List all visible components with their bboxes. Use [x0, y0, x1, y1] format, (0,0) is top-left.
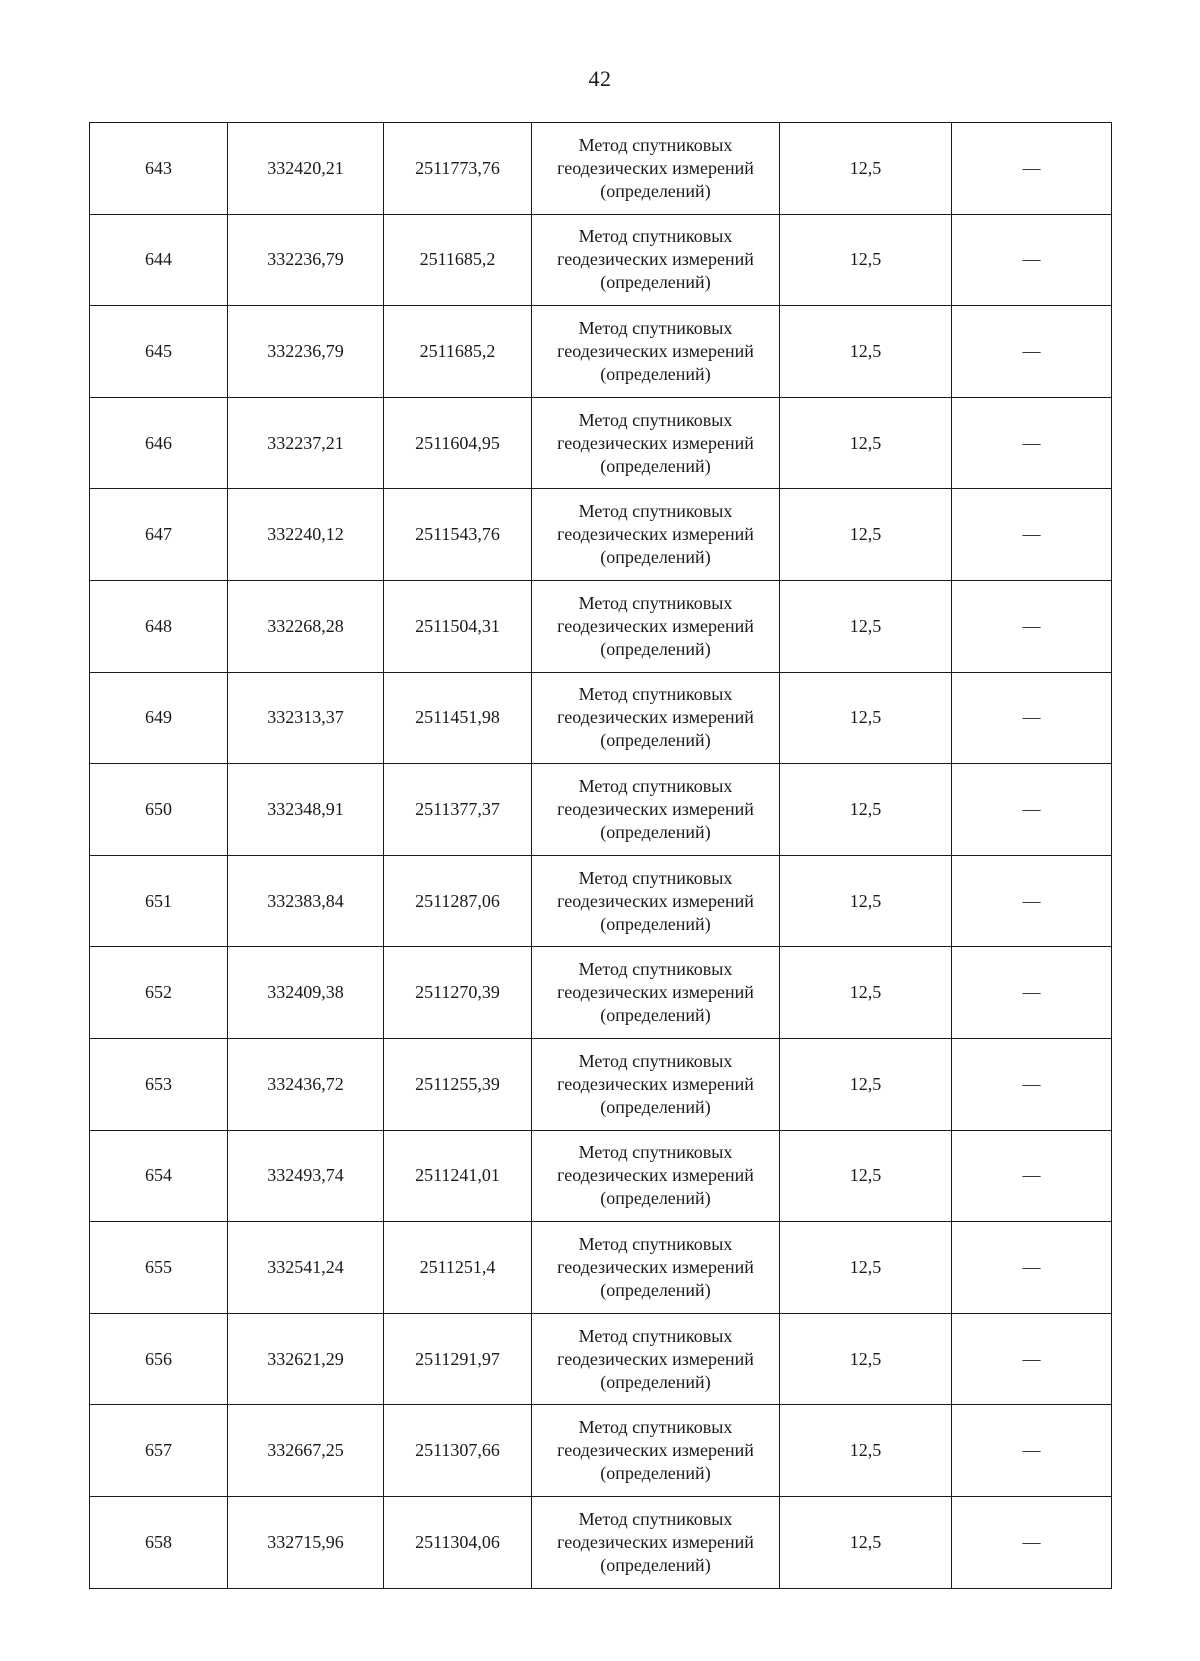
method-cell — [532, 947, 780, 1039]
accuracy-cell: 12,5 — [780, 1222, 952, 1314]
y-coordinate-cell: 2511287,06 — [384, 855, 532, 947]
x-coordinate-cell: 332667,25 — [228, 1405, 384, 1497]
method-line-2: геодезических измерений — [557, 982, 754, 1003]
y-coordinate-cell: 2511291,97 — [384, 1313, 532, 1405]
table-row — [90, 1405, 1112, 1497]
x-coordinate-cell: 332493,74 — [228, 1130, 384, 1222]
description-cell: — — [952, 1405, 1112, 1497]
accuracy-cell: 12,5 — [780, 1313, 952, 1405]
method-line-3: (определений) — [600, 1554, 711, 1575]
table-row — [90, 764, 1112, 856]
point-number-cell: 644 — [90, 214, 228, 306]
table-row — [90, 1222, 1112, 1314]
y-coordinate-cell: 2511304,06 — [384, 1496, 532, 1588]
method-line-2: геодезических измерений — [557, 524, 754, 545]
table-row — [90, 580, 1112, 672]
table-body — [90, 123, 1112, 1589]
method-line-3: (определений) — [600, 363, 711, 384]
x-coordinate-cell: 332409,38 — [228, 947, 384, 1039]
method-cell — [532, 1313, 780, 1405]
method-cell — [532, 580, 780, 672]
x-coordinate-cell: 332240,12 — [228, 489, 384, 581]
method-line-3: (определений) — [600, 180, 711, 201]
method-line-2: геодезических измерений — [557, 249, 754, 270]
accuracy-cell: 12,5 — [780, 1130, 952, 1222]
method-line-3: (определений) — [600, 1371, 711, 1392]
description-cell: — — [952, 123, 1112, 215]
x-coordinate-cell: 332383,84 — [228, 855, 384, 947]
method-line-1: Метод спутниковых — [578, 959, 733, 980]
accuracy-cell: 12,5 — [780, 489, 952, 581]
description-cell: — — [952, 947, 1112, 1039]
method-line-1: Метод спутниковых — [578, 1508, 733, 1529]
method-line-3: (определений) — [600, 1188, 711, 1209]
description-cell: — — [952, 855, 1112, 947]
method-cell — [532, 672, 780, 764]
method-line-2: геодезических измерений — [557, 798, 754, 819]
y-coordinate-cell: 2511377,37 — [384, 764, 532, 856]
point-number-cell: 650 — [90, 764, 228, 856]
method-line-2: геодезических измерений — [557, 340, 754, 361]
method-line-1: Метод спутниковых — [578, 1142, 733, 1163]
method-line-3: (определений) — [600, 821, 711, 842]
point-number-cell: 656 — [90, 1313, 228, 1405]
y-coordinate-cell: 2511773,76 — [384, 123, 532, 215]
x-coordinate-cell: 332621,29 — [228, 1313, 384, 1405]
x-coordinate-cell: 332348,91 — [228, 764, 384, 856]
point-number-cell: 651 — [90, 855, 228, 947]
method-cell — [532, 1222, 780, 1314]
y-coordinate-cell: 2511451,98 — [384, 672, 532, 764]
accuracy-cell: 12,5 — [780, 1496, 952, 1588]
method-line-2: геодезических измерений — [557, 1073, 754, 1094]
method-line-2: геодезических измерений — [557, 707, 754, 728]
point-number-cell: 657 — [90, 1405, 228, 1497]
method-line-3: (определений) — [600, 1279, 711, 1300]
description-cell: — — [952, 397, 1112, 489]
method-line-2: геодезических измерений — [557, 1256, 754, 1277]
y-coordinate-cell: 2511685,2 — [384, 306, 532, 398]
method-line-1: Метод спутниковых — [578, 409, 733, 430]
method-line-2: геодезических измерений — [557, 1348, 754, 1369]
table-row — [90, 1038, 1112, 1130]
method-cell — [532, 306, 780, 398]
x-coordinate-cell: 332313,37 — [228, 672, 384, 764]
method-cell — [532, 1038, 780, 1130]
point-number-cell: 648 — [90, 580, 228, 672]
method-line-2: геодезических измерений — [557, 1165, 754, 1186]
method-line-2: геодезических измерений — [557, 157, 754, 178]
method-cell — [532, 489, 780, 581]
table-row — [90, 306, 1112, 398]
y-coordinate-cell: 2511543,76 — [384, 489, 532, 581]
method-cell — [532, 1130, 780, 1222]
method-line-1: Метод спутниковых — [578, 501, 733, 522]
method-line-2: геодезических измерений — [557, 1531, 754, 1552]
x-coordinate-cell: 332715,96 — [228, 1496, 384, 1588]
table-row — [90, 1313, 1112, 1405]
x-coordinate-cell: 332541,24 — [228, 1222, 384, 1314]
description-cell: — — [952, 1313, 1112, 1405]
y-coordinate-cell: 2511251,4 — [384, 1222, 532, 1314]
point-number-cell: 658 — [90, 1496, 228, 1588]
y-coordinate-cell: 2511255,39 — [384, 1038, 532, 1130]
method-line-1: Метод спутниковых — [578, 592, 733, 613]
table-row — [90, 214, 1112, 306]
y-coordinate-cell: 2511504,31 — [384, 580, 532, 672]
method-cell — [532, 855, 780, 947]
method-cell — [532, 764, 780, 856]
table-row — [90, 1496, 1112, 1588]
table-row — [90, 123, 1112, 215]
description-cell: — — [952, 1222, 1112, 1314]
accuracy-cell: 12,5 — [780, 672, 952, 764]
method-line-2: геодезических измерений — [557, 432, 754, 453]
x-coordinate-cell: 332268,28 — [228, 580, 384, 672]
accuracy-cell: 12,5 — [780, 580, 952, 672]
method-line-3: (определений) — [600, 547, 711, 568]
table-row — [90, 489, 1112, 581]
method-line-3: (определений) — [600, 913, 711, 934]
x-coordinate-cell: 332436,72 — [228, 1038, 384, 1130]
accuracy-cell: 12,5 — [780, 123, 952, 215]
method-line-3: (определений) — [600, 272, 711, 293]
method-line-1: Метод спутниковых — [578, 684, 733, 705]
method-line-1: Метод спутниковых — [578, 1050, 733, 1071]
point-number-cell: 647 — [90, 489, 228, 581]
description-cell: — — [952, 306, 1112, 398]
y-coordinate-cell: 2511270,39 — [384, 947, 532, 1039]
method-line-3: (определений) — [600, 1096, 711, 1117]
method-line-3: (определений) — [600, 455, 711, 476]
method-line-1: Метод спутниковых — [578, 867, 733, 888]
accuracy-cell: 12,5 — [780, 1038, 952, 1130]
method-cell — [532, 1405, 780, 1497]
method-line-2: геодезических измерений — [557, 1440, 754, 1461]
point-number-cell: 643 — [90, 123, 228, 215]
x-coordinate-cell: 332420,21 — [228, 123, 384, 215]
method-cell — [532, 397, 780, 489]
method-line-3: (определений) — [600, 1005, 711, 1026]
description-cell: — — [952, 764, 1112, 856]
description-cell: — — [952, 489, 1112, 581]
table-row — [90, 855, 1112, 947]
method-line-1: Метод спутниковых — [578, 775, 733, 796]
point-number-cell: 652 — [90, 947, 228, 1039]
method-line-1: Метод спутниковых — [578, 1417, 733, 1438]
accuracy-cell: 12,5 — [780, 1405, 952, 1497]
accuracy-cell: 12,5 — [780, 764, 952, 856]
point-number-cell: 649 — [90, 672, 228, 764]
table-row — [90, 672, 1112, 764]
point-number-cell: 654 — [90, 1130, 228, 1222]
coordinates-table — [89, 122, 1112, 1589]
description-cell: — — [952, 672, 1112, 764]
method-line-2: геодезических измерений — [557, 615, 754, 636]
table-row — [90, 1130, 1112, 1222]
point-number-cell: 645 — [90, 306, 228, 398]
table-row — [90, 947, 1112, 1039]
method-line-2: геодезических измерений — [557, 890, 754, 911]
method-cell — [532, 123, 780, 215]
page-number: 42 — [588, 66, 612, 91]
y-coordinate-cell: 2511685,2 — [384, 214, 532, 306]
description-cell: — — [952, 1496, 1112, 1588]
method-line-1: Метод спутниковых — [578, 134, 733, 155]
accuracy-cell: 12,5 — [780, 855, 952, 947]
description-cell: — — [952, 214, 1112, 306]
accuracy-cell: 12,5 — [780, 306, 952, 398]
description-cell: — — [952, 580, 1112, 672]
accuracy-cell: 12,5 — [780, 397, 952, 489]
table-row — [90, 397, 1112, 489]
description-cell: — — [952, 1038, 1112, 1130]
x-coordinate-cell: 332237,21 — [228, 397, 384, 489]
x-coordinate-cell: 332236,79 — [228, 306, 384, 398]
point-number-cell: 653 — [90, 1038, 228, 1130]
method-cell — [532, 214, 780, 306]
method-line-1: Метод спутниковых — [578, 1325, 733, 1346]
y-coordinate-cell: 2511604,95 — [384, 397, 532, 489]
y-coordinate-cell: 2511241,01 — [384, 1130, 532, 1222]
accuracy-cell: 12,5 — [780, 947, 952, 1039]
method-line-3: (определений) — [600, 1463, 711, 1484]
x-coordinate-cell: 332236,79 — [228, 214, 384, 306]
point-number-cell: 655 — [90, 1222, 228, 1314]
point-number-cell: 646 — [90, 397, 228, 489]
method-line-3: (определений) — [600, 730, 711, 751]
method-line-1: Метод спутниковых — [578, 317, 733, 338]
accuracy-cell: 12,5 — [780, 214, 952, 306]
method-line-3: (определений) — [600, 638, 711, 659]
description-cell: — — [952, 1130, 1112, 1222]
method-cell — [532, 1496, 780, 1588]
method-line-1: Метод спутниковых — [578, 1233, 733, 1254]
y-coordinate-cell: 2511307,66 — [384, 1405, 532, 1497]
method-line-1: Метод спутниковых — [578, 226, 733, 247]
